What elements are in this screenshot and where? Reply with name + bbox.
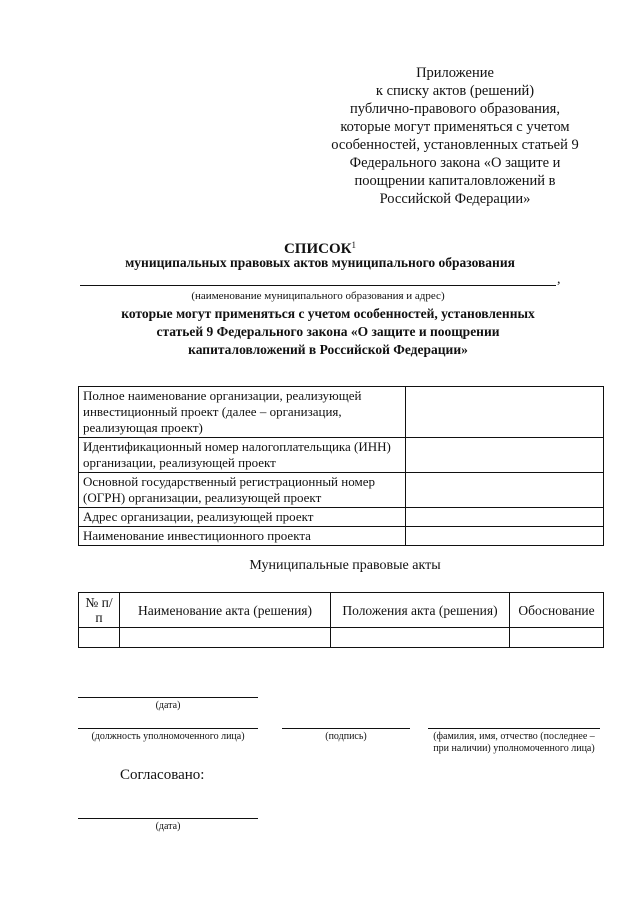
appendix-line: Федерального закона «О защите и xyxy=(349,155,561,171)
row-label: Идентификационный номер налогоплательщика (ИНН) организации, реализующей проект xyxy=(79,438,406,473)
municipality-caption: (наименование муниципального образования и адрес) xyxy=(191,290,445,302)
col-justification-header: Обоснование xyxy=(510,593,604,628)
applicability-clause xyxy=(100,305,556,359)
table-row xyxy=(79,527,604,546)
clause-line: капиталовложений в Российской Федерации» xyxy=(188,342,468,357)
title-footnote-mark: 1 xyxy=(351,240,357,250)
signature-caption: (подпись) xyxy=(325,731,367,742)
agreed-label: Согласовано: xyxy=(120,767,205,783)
row-label: Основной государственный регистрационный номер (ОГРН) организации, реализующей проект xyxy=(79,473,406,508)
title-text: СПИСОК xyxy=(283,241,352,257)
fio-caption-line: при наличии) уполномоченного лица) xyxy=(433,743,595,754)
fio-caption-line: (фамилия, имя, отчество (последнее – xyxy=(433,731,595,742)
blank-comma: , xyxy=(557,272,561,287)
municipality-blank-line xyxy=(80,285,556,286)
acts-header-row xyxy=(79,593,604,628)
row-label: Адрес организации, реализующей проект xyxy=(79,508,406,527)
table-row xyxy=(79,628,604,648)
position-line xyxy=(78,728,258,729)
date-line xyxy=(78,697,258,698)
appendix-line: к списку актов (решений) xyxy=(375,83,535,99)
clause-line: которые могут применяться с учетом особенностей, установленных xyxy=(121,306,535,321)
table-row xyxy=(79,473,604,508)
row-label: Наименование инвестиционного проекта xyxy=(79,527,406,546)
appendix-line: которые могут применяться с учетом xyxy=(340,119,570,135)
fio-caption xyxy=(420,731,608,755)
cell xyxy=(120,628,331,648)
row-label: Полное наименование организации, реализующей инвестиционный проект (далее – организация, реализующая проект) xyxy=(79,387,406,438)
appendix-line: публично-правового образования, xyxy=(350,101,560,117)
row-value xyxy=(406,473,604,508)
acts-section-title: Муниципальные правовые акты xyxy=(249,558,441,573)
cell xyxy=(331,628,510,648)
agreed-date-line xyxy=(78,818,258,819)
row-value xyxy=(406,527,604,546)
acts-table xyxy=(78,592,604,648)
table-row xyxy=(79,438,604,473)
table-row xyxy=(79,387,604,438)
agreed-date-caption: (дата) xyxy=(155,821,181,832)
clause-line: статьей 9 Федерального закона «О защите и поощрении xyxy=(156,324,500,339)
row-value xyxy=(406,387,604,438)
document-subtitle: муниципальных правовых актов муниципального образования xyxy=(125,255,515,270)
table-row xyxy=(79,508,604,527)
col-provisions-header: Положения акта (решения) xyxy=(331,593,510,628)
fio-line xyxy=(428,728,600,729)
row-value xyxy=(406,508,604,527)
appendix-line: Приложение xyxy=(416,65,494,81)
organization-info-table xyxy=(78,386,604,546)
appendix-line: Российской Федерации» xyxy=(379,191,531,207)
cell xyxy=(79,628,120,648)
date-caption: (дата) xyxy=(155,700,181,711)
appendix-line: поощрении капиталовложений в xyxy=(354,173,556,189)
signature-line xyxy=(282,728,410,729)
appendix-line: особенностей, установленных статьей 9 xyxy=(331,137,579,153)
col-act-name-header: Наименование акта (решения) xyxy=(120,593,331,628)
row-value xyxy=(406,438,604,473)
appendix-header xyxy=(330,64,580,208)
position-caption: (должность уполномоченного лица) xyxy=(91,731,245,742)
col-number-header: № п/п xyxy=(79,593,120,628)
cell xyxy=(510,628,604,648)
